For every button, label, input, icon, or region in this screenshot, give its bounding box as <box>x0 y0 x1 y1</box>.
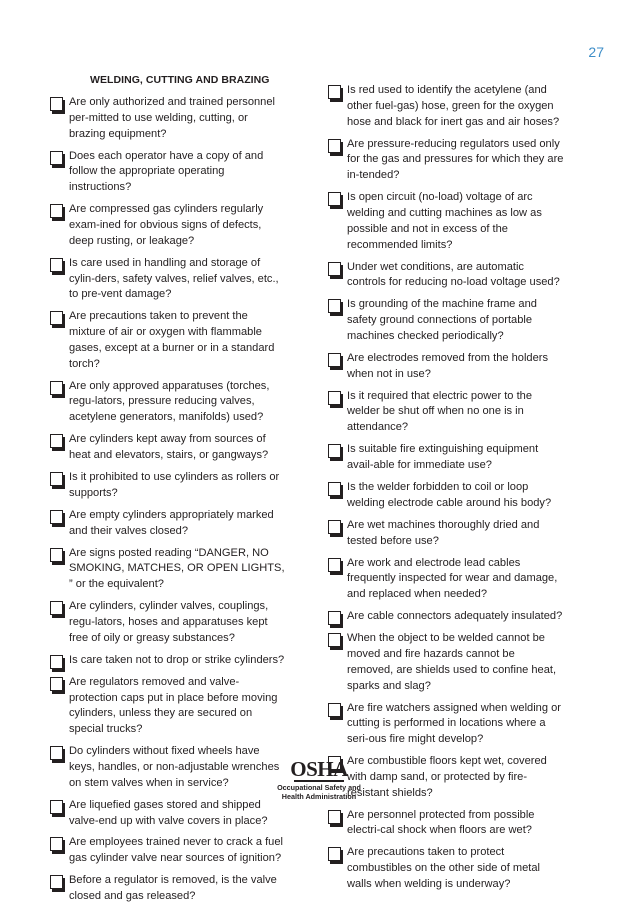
checkbox[interactable] <box>328 299 341 313</box>
checklist-item-text: Is care taken not to drop or strike cylinders? <box>69 653 285 666</box>
checklist-item <box>50 835 286 867</box>
checklist-item-text: Before a regulator is removed, is the valve closed and gas released? <box>69 874 277 903</box>
checkbox[interactable] <box>328 444 341 458</box>
checkbox[interactable] <box>328 139 341 153</box>
checkbox[interactable] <box>328 520 341 534</box>
checklist-item <box>328 442 564 474</box>
checklist-item <box>50 95 286 142</box>
checklist-item-text: Are signs posted reading “DANGER, NO SMOKING, MATCHES, OR OPEN LIGHTS, ” or the equivalent? <box>69 546 285 591</box>
checkbox[interactable] <box>50 510 63 524</box>
checkbox[interactable] <box>328 611 341 625</box>
checklist-item-text: Is open circuit (no-load) voltage of arc welding and cutting machines as low as possible and not in excess of the recommended limits? <box>347 191 542 251</box>
checklist-item <box>328 260 564 292</box>
checkbox[interactable] <box>50 800 63 814</box>
footer <box>0 759 638 801</box>
checklist-item <box>50 470 286 502</box>
checklist-item-text: Is grounding of the machine frame and safety ground connections of portable machines checked periodically? <box>347 298 537 342</box>
checkbox[interactable] <box>328 192 341 206</box>
checkbox[interactable] <box>50 151 63 165</box>
checklist-item-text: Are cable connectors adequately insulated? <box>347 610 563 623</box>
checklist-item-text: Are wet machines thoroughly dried and tested before use? <box>347 518 540 547</box>
checklist-item <box>50 309 286 372</box>
osha-logo <box>290 759 348 782</box>
checklist-item-text: Is red used to identify the acetylene (and other fuel-gas) hose, green for the oxygen hose and black for inert gas and air hoses? <box>347 84 560 128</box>
osha-logo-text: OSHA <box>290 757 348 781</box>
checklist-item <box>328 297 564 344</box>
checklist-item <box>50 675 286 738</box>
checkbox[interactable] <box>50 655 63 669</box>
checklist-item <box>50 508 286 540</box>
checkbox[interactable] <box>50 258 63 272</box>
checklist-item <box>328 609 564 625</box>
checkbox[interactable] <box>328 85 341 99</box>
checklist-item <box>50 653 286 669</box>
checklist-item <box>50 202 286 249</box>
checkbox[interactable] <box>328 391 341 405</box>
checklist-item-text: Is suitable fire extinguishing equipment avail-able for immediate use? <box>347 443 539 472</box>
agency-name-line-1: Occupational Safety and <box>277 783 361 792</box>
section-title: WELDING, CUTTING AND BRAZING <box>90 74 270 86</box>
checklist-item <box>50 379 286 426</box>
checklist-item-text: Are electrodes removed from the holders when not in use? <box>347 351 549 380</box>
checklist-item <box>328 808 564 840</box>
checklist-item-text: Are precautions taken to protect combustibles on the other side of metal walls when welding is underway? <box>347 846 541 891</box>
checklist-item-text: Are employees trained never to crack a fuel gas cylinder valve near sources of ignition? <box>69 836 283 865</box>
checkbox[interactable] <box>50 311 63 325</box>
checklist-item-text: Is it prohibited to use cylinders as rollers or supports? <box>69 471 280 499</box>
checklist-item-text: Are cylinders, cylinder valves, couplings, regu-lators, hoses and apparatuses kept free of oily or greasy substances? <box>69 600 269 644</box>
checklist-item-text: When the object to be welded cannot be moved and fire hazards cannot be removed, are shields used to confine heat, sparks and slag? <box>347 632 557 692</box>
checkbox[interactable] <box>328 810 341 824</box>
agency-name <box>0 784 638 801</box>
checklist-item-text: Do cylinders without fixed wheels have keys, handles, or non-adjustable wrenches on stem valves when in service? <box>69 745 280 789</box>
checkbox[interactable] <box>328 847 341 861</box>
checklist-item <box>50 149 286 196</box>
page-number: 27 <box>588 44 604 60</box>
checkbox[interactable] <box>328 353 341 367</box>
checklist-item <box>50 432 286 464</box>
checkbox[interactable] <box>50 601 63 615</box>
checklist-item-text: Are cylinders kept away from sources of heat and elevators, stairs, or gangways? <box>69 433 269 462</box>
checklist-item-text: Are personnel protected from possible electri-cal shock when floors are wet? <box>347 808 535 837</box>
agency-name-line-2: Health Administration <box>281 791 357 801</box>
checklist-item <box>328 83 564 130</box>
checkbox[interactable] <box>50 548 63 562</box>
checklist-item <box>50 256 286 303</box>
checklist-item <box>328 701 564 748</box>
checkbox[interactable] <box>328 262 341 276</box>
checklist-item <box>328 389 564 436</box>
checklist-item <box>328 190 564 253</box>
checkbox[interactable] <box>50 434 63 448</box>
checkbox[interactable] <box>50 381 63 395</box>
checklist-item <box>328 556 564 603</box>
checklist-item-text: Are precautions taken to prevent the mixture of air or oxygen with flammable gases, except at a burner or in a standard torch? <box>69 310 275 370</box>
checklist-item <box>50 798 286 830</box>
checklist-item-text: Are only authorized and trained personnel per-mitted to use welding, cutting, or brazing equipment? <box>69 96 275 140</box>
checkbox[interactable] <box>328 558 341 572</box>
checklist-item-text: Are regulators removed and valve-protection caps put in place before moving cylinders, unless they are secured on special trucks? <box>69 675 278 736</box>
checklist-item-text: Are fire watchers assigned when welding or cutting is performed in locations where a seri-ous fire might develop? <box>347 701 561 746</box>
checklist-item <box>328 631 564 694</box>
checkbox[interactable] <box>328 482 341 496</box>
checkbox[interactable] <box>50 204 63 218</box>
checkbox[interactable] <box>328 633 341 647</box>
checklist-item <box>50 599 286 646</box>
checklist-item <box>328 518 564 550</box>
checklist-item <box>328 351 564 383</box>
checklist-item-text: Is care used in handling and storage of cylin-ders, safety valves, relief valves, etc., to pre-vent damage? <box>69 256 279 301</box>
checkbox[interactable] <box>50 875 63 889</box>
checklist-item <box>328 845 564 892</box>
checkbox[interactable] <box>328 703 341 717</box>
checklist-item-text: Is it required that electric power to the welder be shut off when no one is in attendance? <box>347 389 532 434</box>
checklist-item-text: Does each operator have a copy of and follow the appropriate operating instructions? <box>69 149 264 194</box>
checkbox[interactable] <box>50 837 63 851</box>
checklist-item-text: Are liquefied gases stored and shipped valve-end up with valve covers in place? <box>69 798 268 827</box>
checklist-item-text: Are pressure-reducing regulators used only for the gas and pressures for which they are in-tended? <box>347 137 564 182</box>
checklist-item-text: Are combustible floors kept wet, covered with damp sand, or protected by fire-resistant shields? <box>347 755 547 799</box>
checklist-item-text: Under wet conditions, are automatic controls for reducing no-load voltage used? <box>347 260 560 289</box>
checklist-item <box>50 873 286 905</box>
checkbox[interactable] <box>50 97 63 111</box>
checklist-item <box>328 137 564 184</box>
checklist-item-text: Are only approved apparatuses (torches, regu-lators, pressure reducing valves, acetylene generators, manifolds) used? <box>69 379 270 424</box>
checklist-item-text: Are empty cylinders appropriately marked and their valves closed? <box>69 508 274 537</box>
checklist-item <box>50 546 286 593</box>
checklist-item-text: Are compressed gas cylinders regularly exam-ined for obvious signs of defects, deep rusting, or leakage? <box>69 203 264 247</box>
checklist-item <box>328 480 564 512</box>
checkbox[interactable] <box>50 472 63 486</box>
checkbox[interactable] <box>50 677 63 691</box>
checklist-item-text: Is the welder forbidden to coil or loop welding electrode cable around his body? <box>347 481 552 509</box>
checklist-item-text: Are work and electrode lead cables frequently inspected for wear and damage, and replaced when needed? <box>347 556 558 601</box>
